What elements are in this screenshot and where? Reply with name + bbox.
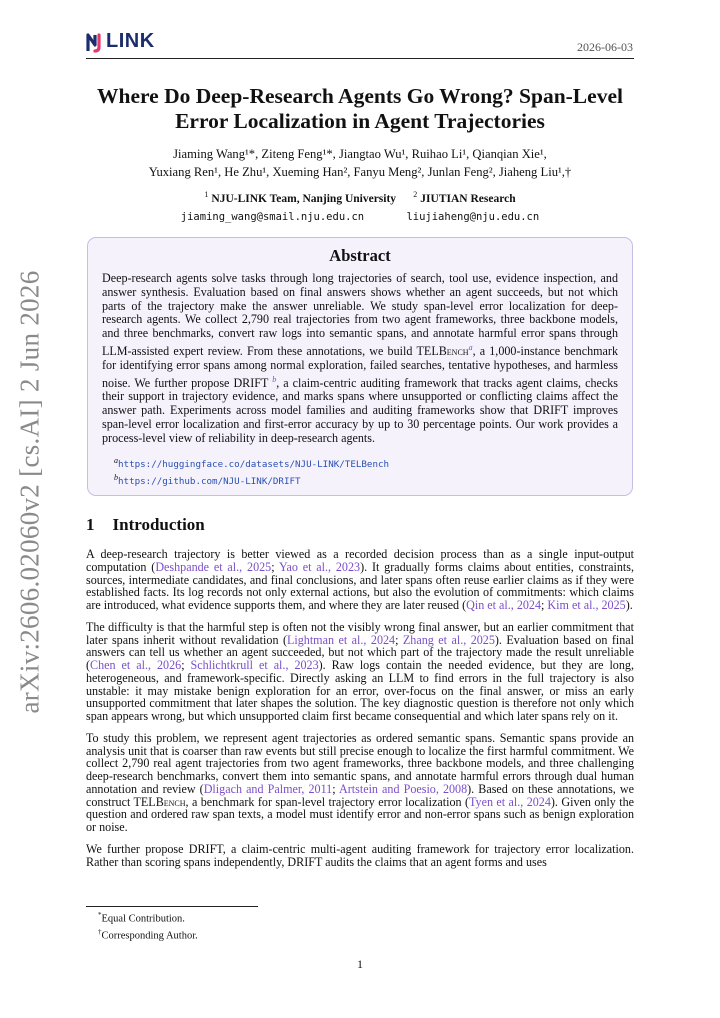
header-date: 2026-06-03	[577, 40, 633, 54]
logo-text: LINK	[106, 30, 155, 52]
affil-1: NJU-LINK Team, Nanjing University	[211, 192, 397, 205]
author-list	[86, 145, 634, 181]
page-number: 1	[357, 957, 363, 971]
citation-link[interactable]: Chen et al., 2026	[90, 658, 182, 672]
text-run: ). It gradually forms claims about entities, constraints, sources, intermediate candidates, and final conclusions, and later spans often reuse earlier claims as if they were established facts. Its log records not only external actions, but also the evolution of commitments: which claims are introduced, what evidence supports them, and where they are later reused (	[86, 559, 634, 612]
paper-title: Where Do Deep-Research Agents Go Wrong? Span-Level Error Localization in Agent Trajectories	[97, 84, 623, 133]
affil-2: JIUTIAN Research	[420, 192, 516, 205]
citation-link[interactable]: Yao et al., 2023	[278, 559, 361, 574]
arxiv-stamp[interactable]: arXiv:2606.02060v2 [cs.AI] 2 Jun 2026	[14, 270, 45, 714]
citation-link[interactable]: Tyen et al., 2024	[468, 794, 551, 809]
emails	[86, 211, 634, 223]
text-run: ). Based on these annotations, we construct TEL	[86, 781, 634, 809]
text-run: ). Given only the question and ordered raw span texts, a model must identify error and non-error spans such as benign exploration or noise.	[86, 794, 635, 834]
telbench-link[interactable]: https://huggingface.co/datasets/NJU-LINK/TELBench	[118, 458, 390, 470]
abstract-box	[87, 237, 633, 496]
paragraph	[86, 621, 634, 723]
citation-link[interactable]: Qin et al., 2024	[466, 598, 542, 612]
paragraph	[86, 843, 634, 869]
equal-mark: *	[98, 911, 102, 919]
abstract-text-a: Deep-research agents solve tasks through long trajectories of search, tool use, evidence inspection, and answer synthesis. Evaluation based on final answers shows whether an agent succeeds, but not which parts of the trajectory make the answer unreliable. We study span-level error localization for deep-research agents. We collect 2,790 real trajectories from two agent frameworks, three backbone models, and three benchmarks, convert raw logs into semantic spans, and annotate harmful error spans through LLM-assisted expert review. From these annotations, we build	[102, 271, 618, 359]
text-run: A deep-research trajectory is better viewed as a recorded decision process than as a single input-output computation (	[86, 547, 634, 574]
drift-link[interactable]: https://github.com/NJU-LINK/DRIFT	[118, 475, 301, 487]
text-run: ;	[332, 781, 340, 796]
section-number: 1	[86, 515, 95, 534]
affil-1-mark: 1	[204, 190, 209, 199]
paragraph	[86, 548, 634, 612]
text-run: ;	[181, 658, 191, 672]
citation-link[interactable]: Deshpande et al., 2025	[155, 559, 272, 574]
text-run: To study this problem, we represent agent trajectories as ordered semantic spans. Semantic spans provide an analysis unit that is coarser than raw events but still precise enough to localize the first harmful commitment. We collect 2,790 real agent trajectories from two agent frameworks, three backbone models, and three challenging deep-research benchmarks, convert them into semantic spans, and annotate harmful errors through dual human annotation and review (	[86, 730, 634, 796]
citation-link[interactable]: Kim et al., 2025	[547, 598, 626, 612]
paragraph	[86, 732, 634, 834]
footnote-mark-b[interactable]: b	[272, 374, 277, 384]
corresponding-author-note: Corresponding Author.	[101, 930, 198, 941]
text-run: ). Raw logs contain the needed evidence, but they are long, heterogeneous, and framework-specific. Directly asking an LLM to find errors in the full trajectory is also unstable: it may mistake benign exploration for an error, over-focus on the final answer, or miss an early unsupported commitment that later shapes the solution. The key diagnostic question is therefore not only which span appears wrong, but which unsupported claim first became consequential and which later spans rely on it.	[86, 658, 634, 723]
citation-link[interactable]: Artstein and Poesio, 2008	[339, 781, 468, 796]
text-run: The difficulty is that the harmful step is often not the visibly wrong final answer, but an earlier commitment that later spans inherit without revalidation (	[86, 619, 634, 647]
abstract-heading: Abstract	[329, 246, 391, 265]
telbench-name: TELBench	[416, 344, 469, 359]
header-rule	[86, 58, 634, 59]
text-run: We further propose DRIFT, a claim-centric multi-agent auditing framework for trajectory error localization. Rather than scoring spans independently, DRIFT audits the claims that an agent forms and uses	[86, 841, 634, 869]
link-a-mark: a	[114, 455, 118, 465]
text-run: ). Evaluation based on final answers can tell us whether an agent succeeded, but not which part of the trajectory made the result unreliable (	[86, 632, 634, 672]
citation-link[interactable]: Zhang et al., 2025	[402, 632, 495, 647]
logo-mark-icon	[86, 31, 104, 53]
footnote-mark-a[interactable]: a	[468, 342, 473, 352]
footnote-rule	[86, 906, 258, 907]
affil-2-mark: 2	[413, 190, 418, 199]
abstract-text-c: , a claim-centric auditing framework that tracks agent claims, checks their support in trajectory evidence, and marks spans where unsupported or conflicting claims affect the answer path. Experiments across model families and auditing frameworks show that DRIFT improves span-level error localization and first-error accuracy by up to 30 percentage points. Our work provides a process-level view of reliability in deep-research agents.	[102, 375, 618, 445]
citation-link[interactable]: Dligach and Palmer, 2011	[203, 781, 333, 796]
citation-link[interactable]: Schlichtkrull et al., 2023	[190, 658, 319, 672]
email-2[interactable]: liujiaheng@nju.edu.cn	[406, 211, 540, 223]
authors-line-2: Yuxiang Ren¹, He Zhu¹, Xueming Han², Fanyu Meng², Junlan Feng², Jiaheng Liu¹,†	[148, 165, 572, 179]
text-run: ;	[541, 598, 548, 612]
footnotes	[98, 909, 198, 942]
corr-mark: †	[98, 927, 102, 936]
abstract-text	[102, 272, 618, 446]
section-heading	[86, 515, 205, 535]
abstract-footnote-links	[102, 454, 618, 488]
text-run: ).	[625, 598, 633, 612]
text-run: ;	[395, 632, 403, 647]
link-b-mark: b	[114, 472, 118, 482]
email-1[interactable]: jiaming_wang@smail.nju.edu.cn	[180, 211, 365, 223]
abstract-text-b: , a 1,000-instance benchmark for identifying error spans among normal exploration, failed searches, tentative hypotheses, and harmless noise. We further propose DRIFT	[102, 344, 618, 390]
equal-contribution-note: Equal Contribution.	[101, 913, 185, 925]
affiliations	[86, 190, 634, 205]
text-run: , a benchmark for span-level trajectory error localization (	[185, 794, 469, 809]
nju-link-logo	[86, 30, 155, 53]
body-text	[86, 548, 634, 877]
authors-line-1: Jiaming Wang¹*, Ziteng Feng¹*, Jiangtao Wu¹, Ruihao Li¹, Qianqian Xie¹,	[173, 147, 547, 161]
text-run: ;	[271, 559, 279, 574]
citation-link[interactable]: Lightman et al., 2024	[286, 632, 396, 647]
telbench-smallcaps: Bench	[155, 794, 186, 809]
section-title: Introduction	[112, 515, 205, 534]
